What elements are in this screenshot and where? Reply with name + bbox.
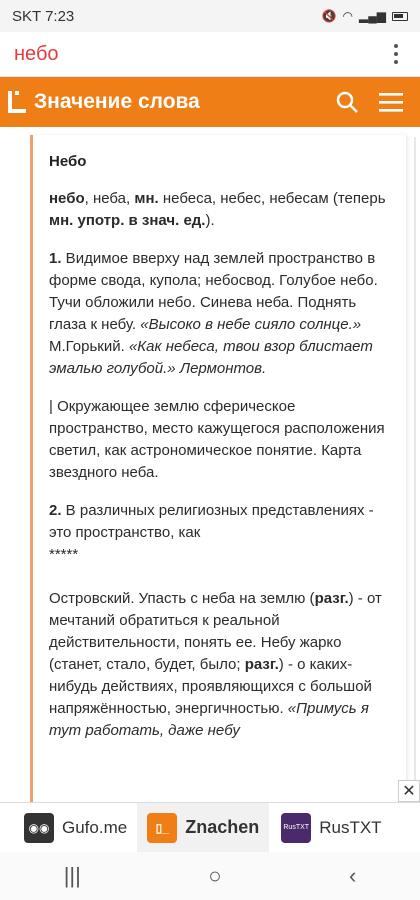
tab-rustxt[interactable] xyxy=(269,803,391,853)
masked-text: ***** xyxy=(49,546,79,563)
text-run: , неба, xyxy=(84,190,135,207)
wifi-icon: ◠ xyxy=(342,9,354,23)
sites-tab-bar xyxy=(0,802,420,852)
app-header xyxy=(0,77,420,127)
tab-label: Znachen xyxy=(185,817,260,837)
mute-icon: 🔇 xyxy=(321,9,337,23)
word-forms xyxy=(49,188,392,232)
status-bar xyxy=(0,0,420,32)
quote-author: М.Горький. xyxy=(49,338,129,355)
sense-1-subsense: | Окружающее землю сферическое пространство, место кажущегося расположения светил, как астрономическое понятие. Карта звездного неба. xyxy=(49,398,385,481)
owl-icon: ◉◉ xyxy=(24,813,54,843)
sense-number: 1. xyxy=(49,250,62,267)
more-options-icon[interactable] xyxy=(384,39,408,69)
definition-card xyxy=(30,135,406,802)
tab-label: Gufo.me xyxy=(62,817,128,837)
recents-button[interactable]: ||| xyxy=(63,863,81,888)
menu-icon[interactable] xyxy=(374,85,408,119)
tab-label: RusTXT xyxy=(319,817,382,837)
address-bar[interactable] xyxy=(0,32,420,77)
quote-author: Лермонтов. xyxy=(175,360,267,377)
site-title[interactable]: Значение слова xyxy=(34,90,200,113)
search-query-text[interactable]: небо xyxy=(14,42,59,65)
rustxt-logo-icon: RusTXT xyxy=(281,813,311,843)
text-run: мн. xyxy=(134,190,159,207)
idioms-paragraph xyxy=(49,588,392,742)
sense-1 xyxy=(49,248,392,380)
search-icon[interactable] xyxy=(330,85,364,119)
text-run: ) - о каких-нибудь действиях, проявляющихся с большой напряжённостью, энергичностью. xyxy=(49,656,372,717)
text-run: небо xyxy=(49,190,85,207)
back-button[interactable]: ‹ xyxy=(348,863,357,888)
close-ad-icon[interactable]: ✕ xyxy=(398,780,420,802)
sense-text: Видимое вверху над землей пространство в форме свода, купола; небосвод. Голубое небо. Тучи обложили небо. Синева неба. Поднять глаза к небу. xyxy=(49,250,378,333)
tab-znachenie[interactable] xyxy=(137,803,269,853)
scrollbar[interactable] xyxy=(414,137,416,797)
example-quote: «Высоко в небе сияло солнце.» xyxy=(140,316,362,333)
home-button[interactable]: ○ xyxy=(208,863,222,888)
signal-icon: ▂▄▆ xyxy=(359,9,386,23)
system-nav-bar xyxy=(0,852,420,900)
tab-gufo[interactable] xyxy=(0,803,137,853)
site-logo-icon[interactable] xyxy=(8,89,30,115)
content-area[interactable] xyxy=(0,127,420,802)
text-run: ) - от мечтаний обратиться к реальной действительности, понять ее. Небу жарко (станет, стало, будет, было; xyxy=(49,590,382,673)
text-run: разг. xyxy=(244,656,279,673)
text-run: мн. употр. в знач. ед. xyxy=(49,212,206,229)
sense-2 xyxy=(49,500,392,566)
status-time: SKT 7:23 xyxy=(12,7,75,25)
znachenie-logo-icon: ▯_ xyxy=(147,813,177,843)
sense-text: В различных религиозных представлениях - это пространство, как xyxy=(49,502,374,541)
status-icons xyxy=(322,9,408,23)
example-quote: «Как небеса, твои взор блистает эмалью голубой.» xyxy=(49,338,373,377)
entry-title: Небо xyxy=(49,153,87,170)
text-run: «Примусь я тут работать, даже небу xyxy=(49,700,369,739)
text-run: небеса, небес, небесам (теперь xyxy=(158,190,386,207)
text-run: разг. xyxy=(314,590,349,607)
sense-number: 2. xyxy=(49,502,62,519)
text-run: Островский. Упасть с неба на землю ( xyxy=(49,590,315,607)
battery-icon xyxy=(392,12,408,21)
text-run: ). xyxy=(205,212,215,229)
